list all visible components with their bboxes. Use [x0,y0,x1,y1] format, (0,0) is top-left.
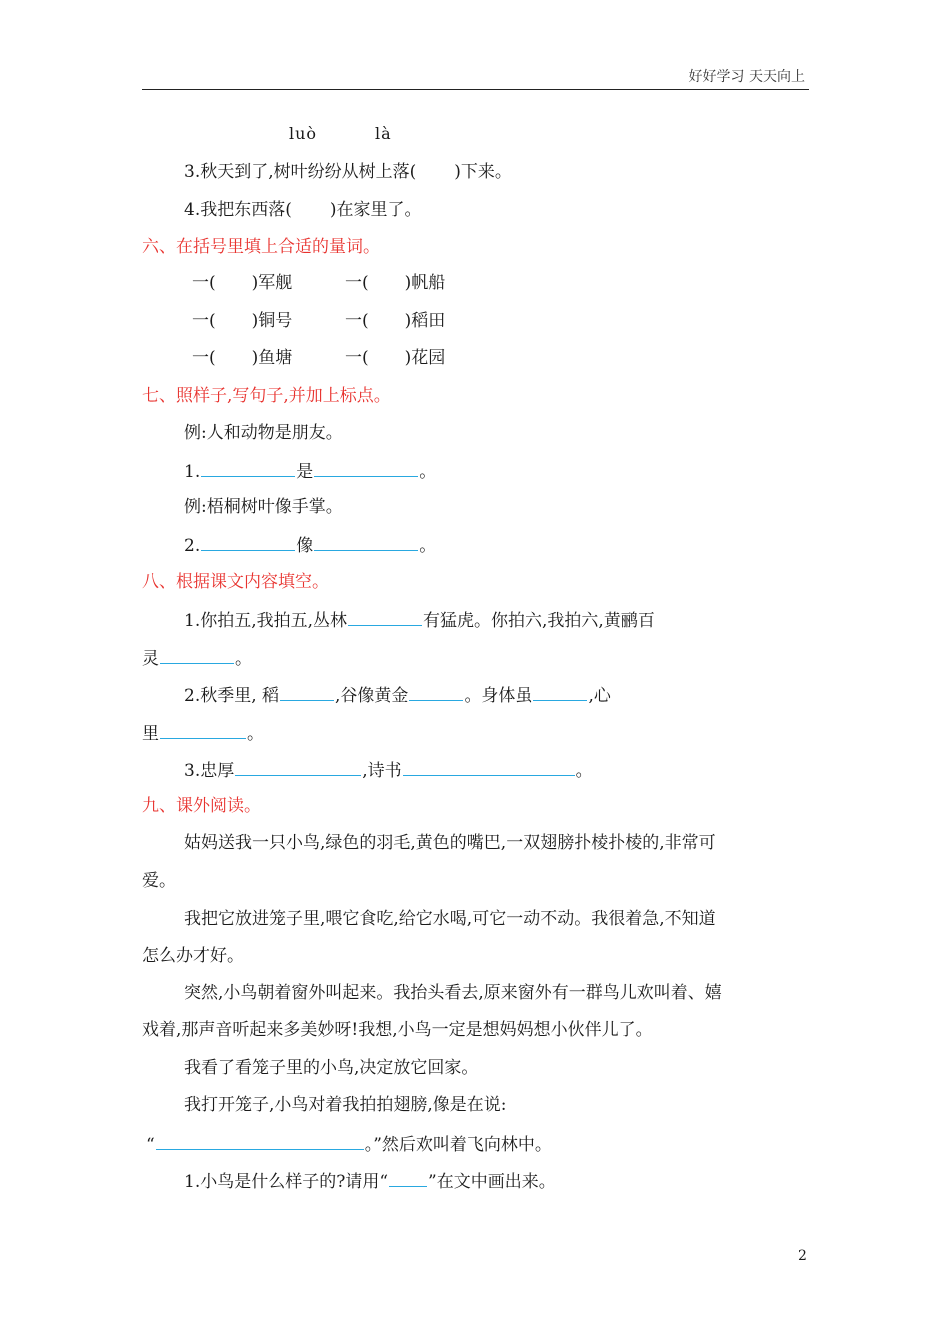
measure-prefix: 一( [345,311,369,331]
measure-word-right-3 [345,346,445,370]
reading-paragraph-1-line-2: 爱。 [142,871,176,891]
section-8-title: 八、根据课文内容填空。 [142,572,329,592]
pinyin-la: là [375,124,392,143]
question-text: 里 [142,724,159,744]
measure-prefix: 一( [192,273,216,293]
question-text: ,诗书 [362,761,402,781]
question-text: 。 [419,462,437,482]
question-5-4 [184,198,422,222]
question-text: 是 [296,462,314,482]
question-text: 像 [296,536,314,556]
question-text: )在家里了。 [329,200,422,220]
question-text: 。 [575,761,593,781]
answer-blank[interactable] [235,757,361,776]
answer-blank[interactable] [409,682,463,701]
measure-noun: )稻田 [404,311,446,331]
measure-word-right-1 [345,271,445,295]
sentence-question-2 [184,532,436,558]
measure-word-left-3 [192,346,292,370]
question-text: ,谷像黄金 [335,686,409,706]
question-text: ,心 [588,686,611,706]
measure-prefix: 一( [192,348,216,368]
measure-word-left-2 [192,309,292,333]
fill-question-3 [184,757,593,783]
measure-prefix: 一( [345,273,369,293]
answer-blank[interactable] [280,682,334,701]
answer-blank[interactable] [156,1131,364,1150]
answer-blank[interactable] [201,458,295,477]
question-number: 2. [184,536,201,556]
reading-paragraph-3-line-2: 戏着,那声音听起来多美妙呀!我想,小鸟一定是想妈妈想小伙伴儿了。 [142,1020,653,1040]
question-text: 2.秋季里, 稻 [184,686,280,706]
question-number: 1. [184,462,201,482]
section-6-title: 六、在括号里填上合适的量词。 [142,237,380,257]
example-1: 例:人和动物是朋友。 [184,423,343,443]
question-text: 4.我把东西落( [184,200,292,220]
header-rule [142,89,809,90]
reading-paragraph-2-line-1: 我把它放进笼子里,喂它食吃,给它水喝,可它一动不动。我很着急,不知道 [184,909,716,929]
answer-blank[interactable] [403,757,575,776]
page-number: 2 [798,1248,807,1264]
question-text: 1.小鸟是什么样子的?请用“ [184,1172,389,1192]
section-7-title: 七、照样子,写句子,并加上标点。 [142,386,391,406]
measure-noun: )军舰 [251,273,293,293]
reading-paragraph-5: 我打开笼子,小鸟对着我拍拍翅膀,像是在说: [184,1095,507,1115]
measure-prefix: 一( [192,311,216,331]
reading-paragraph-2-line-2: 怎么办才好。 [142,946,244,966]
reading-paragraph-3-line-1: 突然,小鸟朝着窗外叫起来。我抬头看去,原来窗外有一群鸟儿欢叫着、嬉 [184,983,722,1003]
fill-question-1-line-1 [184,607,655,633]
question-text: 。 [247,724,264,744]
question-text: 3.秋天到了,树叶纷纷从树上落( [184,162,417,182]
question-text: 1.你拍五,我拍五,丛林 [184,611,348,631]
measure-noun: )花园 [404,348,446,368]
example-2: 例:梧桐树叶像手掌。 [184,497,343,517]
answer-blank[interactable] [160,720,246,739]
measure-noun: )帆船 [404,273,446,293]
reading-paragraph-6 [146,1131,552,1157]
measure-word-left-1 [192,271,292,295]
question-text: 灵 [142,649,159,669]
underline-sample [389,1168,427,1187]
answer-blank[interactable] [314,532,418,551]
reading-paragraph-1-line-1: 姑妈送我一只小鸟,绿色的羽毛,黄色的嘴巴,一双翅膀扑棱扑棱的,非常可 [184,833,716,853]
question-text: 。 [235,649,252,669]
measure-prefix: 一( [345,348,369,368]
question-text: )下来。 [454,162,512,182]
pinyin-luo: luò [289,124,318,143]
answer-blank[interactable] [201,532,295,551]
question-5-3 [184,160,512,184]
question-text: 有猛虎。你拍六,我拍六,黄鹂百 [423,611,655,631]
measure-word-right-2 [345,309,445,333]
reading-paragraph-4: 我看了看笼子里的小鸟,决定放它回家。 [184,1058,479,1078]
question-text: 。 [419,536,437,556]
question-text: 。身体虽 [464,686,533,706]
measure-noun: )鱼塘 [251,348,293,368]
header-motto: 好好学习 天天向上 [688,69,805,85]
answer-blank[interactable] [314,458,418,477]
answer-blank[interactable] [348,607,422,626]
question-text: 。”然后欢叫着飞向林中。 [364,1135,552,1155]
fill-question-2-line-2 [142,720,264,746]
fill-question-2-line-1 [184,682,611,708]
question-text: 3.忠厚 [184,761,235,781]
reading-question-1 [184,1168,556,1194]
section-9-title: 九、课外阅读。 [142,796,261,816]
measure-noun: )铜号 [251,311,293,331]
sentence-question-1 [184,458,436,484]
fill-question-1-line-2 [142,645,252,671]
answer-blank[interactable] [160,645,234,664]
question-text: ”在文中画出来。 [428,1172,556,1192]
answer-blank[interactable] [533,682,587,701]
quote-open: “ [146,1135,155,1155]
